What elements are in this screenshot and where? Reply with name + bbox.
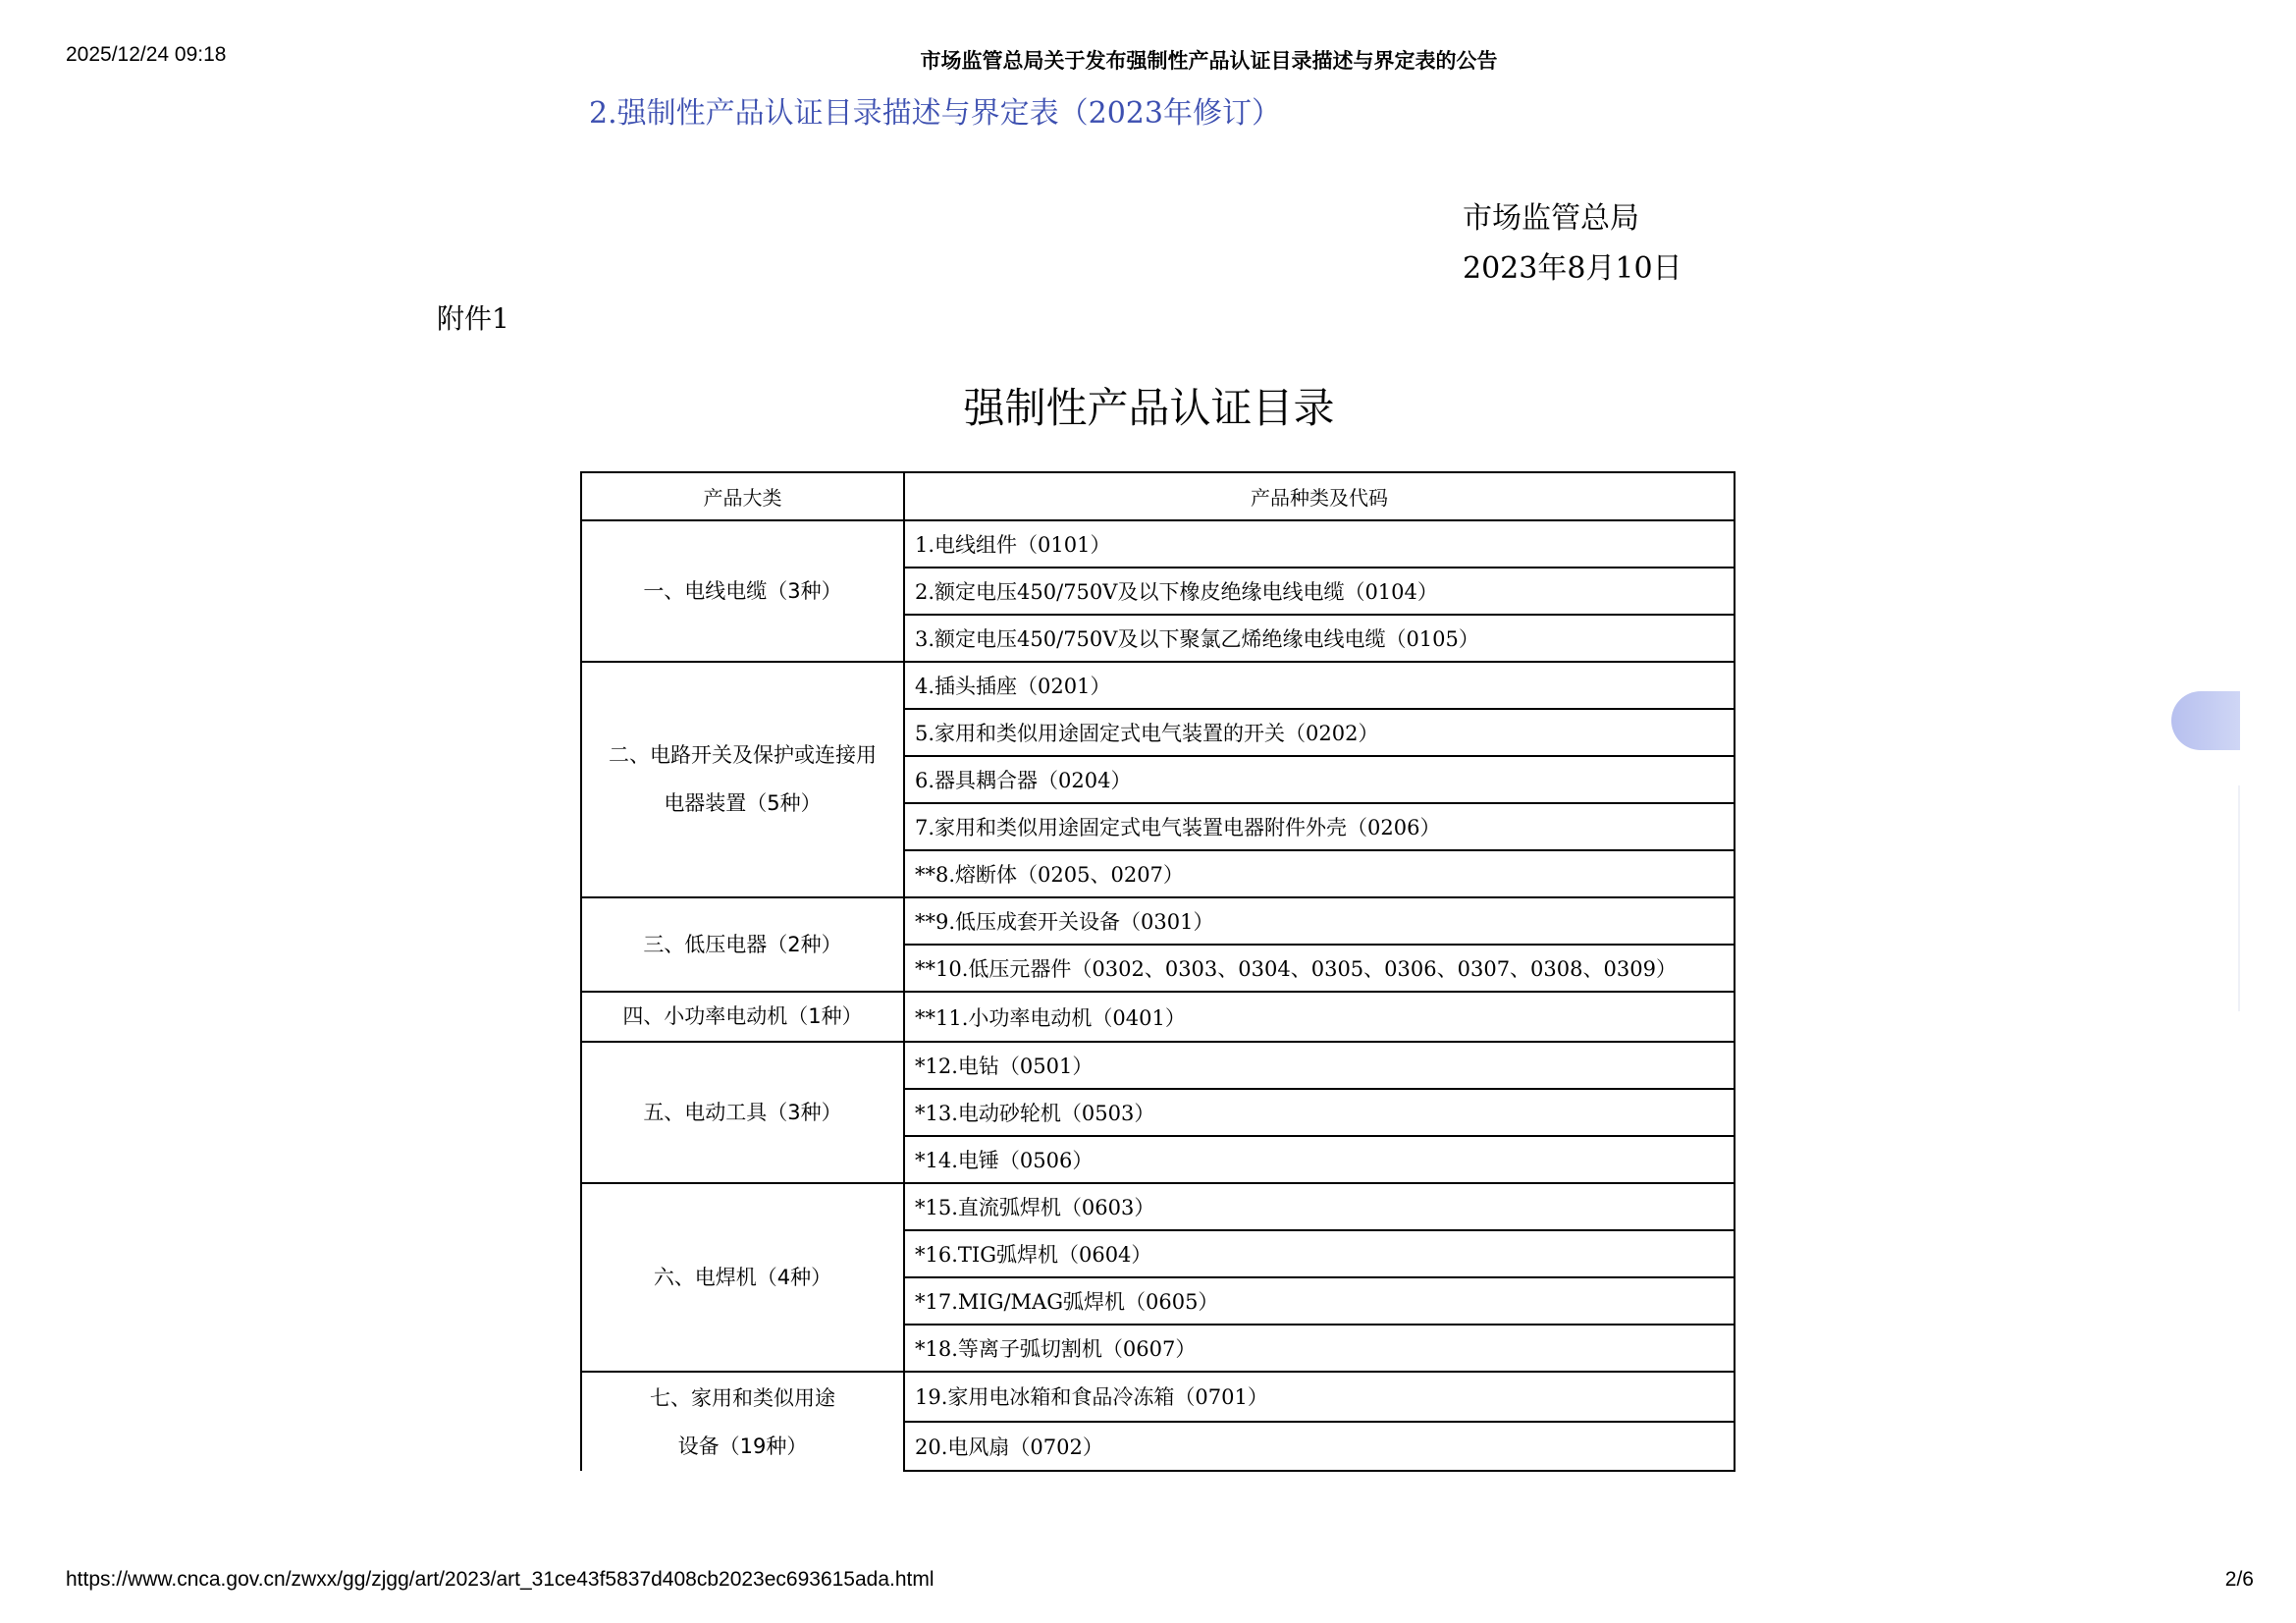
product-item: 7.家用和类似用途固定式电气装置电器附件外壳（0206）: [904, 803, 1735, 850]
product-item: **11.小功率电动机（0401）: [904, 992, 1735, 1042]
category-cell: [581, 520, 904, 662]
header-product: 产品种类及代码: [904, 472, 1735, 520]
product-item: *16.TIG弧焊机（0604）: [904, 1230, 1735, 1277]
print-url: https://www.cnca.gov.cn/zwxx/gg/zjgg/art/2023/art_31ce43f5837d408cb2023ec693615ada.html: [66, 1568, 934, 1591]
category-cell: [581, 897, 904, 992]
product-item: 1.电线组件（0101）: [904, 520, 1735, 568]
category-cell: [581, 1372, 904, 1471]
print-datetime: 2025/12/24 09:18: [66, 43, 227, 66]
table-row: [581, 897, 1735, 945]
category-name: 四、小功率电动机（1种）: [622, 1004, 863, 1028]
catalog-body: [581, 520, 1735, 1471]
print-page-title: 市场监管总局关于发布强制性产品认证目录描述与界定表的公告: [920, 49, 1498, 73]
attachment-label: 附件1: [437, 302, 509, 335]
product-item: 20.电风扇（0702）: [904, 1422, 1735, 1472]
category-name: 三、低压电器（2种）: [643, 932, 842, 956]
table-row: [581, 1372, 1735, 1422]
product-item: 6.器具耦合器（0204）: [904, 756, 1735, 803]
category-name: 五、电动工具（3种）: [643, 1100, 842, 1124]
table-row: [581, 992, 1735, 1042]
document-link-title[interactable]: 2.强制性产品认证目录描述与界定表（2023年修订）: [589, 96, 1281, 131]
category-name-line2: 电器装置（5种）: [664, 791, 822, 815]
category-cell: [581, 1183, 904, 1372]
product-item: 5.家用和类似用途固定式电气装置的开关（0202）: [904, 709, 1735, 756]
catalog-table: [580, 471, 1735, 1472]
table-row: [581, 662, 1735, 709]
side-scroll-track: [2238, 785, 2240, 1011]
product-item: **8.熔断体（0205、0207）: [904, 850, 1735, 897]
category-name: 二、电路开关及保护或连接用: [609, 743, 877, 767]
print-page-number: 2/6: [2224, 1568, 2254, 1591]
category-name: 一、电线电缆（3种）: [643, 578, 842, 603]
catalog-title: 强制性产品认证目录: [963, 384, 1335, 432]
category-cell: [581, 662, 904, 897]
category-cell: [581, 1042, 904, 1183]
table-row: [581, 520, 1735, 568]
header-category: 产品大类: [581, 472, 904, 520]
table-row: [581, 1183, 1735, 1230]
product-item: 19.家用电冰箱和食品冷冻箱（0701）: [904, 1372, 1735, 1422]
product-item: *18.等离子弧切割机（0607）: [904, 1325, 1735, 1372]
category-name: 六、电焊机（4种）: [653, 1265, 832, 1289]
product-item: 2.额定电压450/750V及以下橡皮绝缘电线电缆（0104）: [904, 568, 1735, 615]
product-item: **10.低压元器件（0302、0303、0304、0305、0306、0307、0308、0309）: [904, 945, 1735, 992]
product-item: 4.插头插座（0201）: [904, 662, 1735, 709]
category-name: 七、家用和类似用途: [650, 1386, 835, 1410]
product-item: *17.MIG/MAG弧焊机（0605）: [904, 1277, 1735, 1325]
product-item: 3.额定电压450/750V及以下聚氯乙烯绝缘电线电缆（0105）: [904, 615, 1735, 662]
category-name-line2: 设备（19种）: [677, 1434, 808, 1458]
product-item: **9.低压成套开关设备（0301）: [904, 897, 1735, 945]
product-item: *15.直流弧焊机（0603）: [904, 1183, 1735, 1230]
product-item: *14.电锤（0506）: [904, 1136, 1735, 1183]
product-item: *13.电动砂轮机（0503）: [904, 1089, 1735, 1136]
category-cell: [581, 992, 904, 1042]
table-row: [581, 1042, 1735, 1089]
side-panel-tab[interactable]: [2171, 691, 2240, 750]
issue-date: 2023年8月10日: [1463, 251, 1682, 286]
issuer-name: 市场监管总局: [1463, 201, 1639, 236]
product-item: *12.电钻（0501）: [904, 1042, 1735, 1089]
table-header-row: [581, 472, 1735, 520]
